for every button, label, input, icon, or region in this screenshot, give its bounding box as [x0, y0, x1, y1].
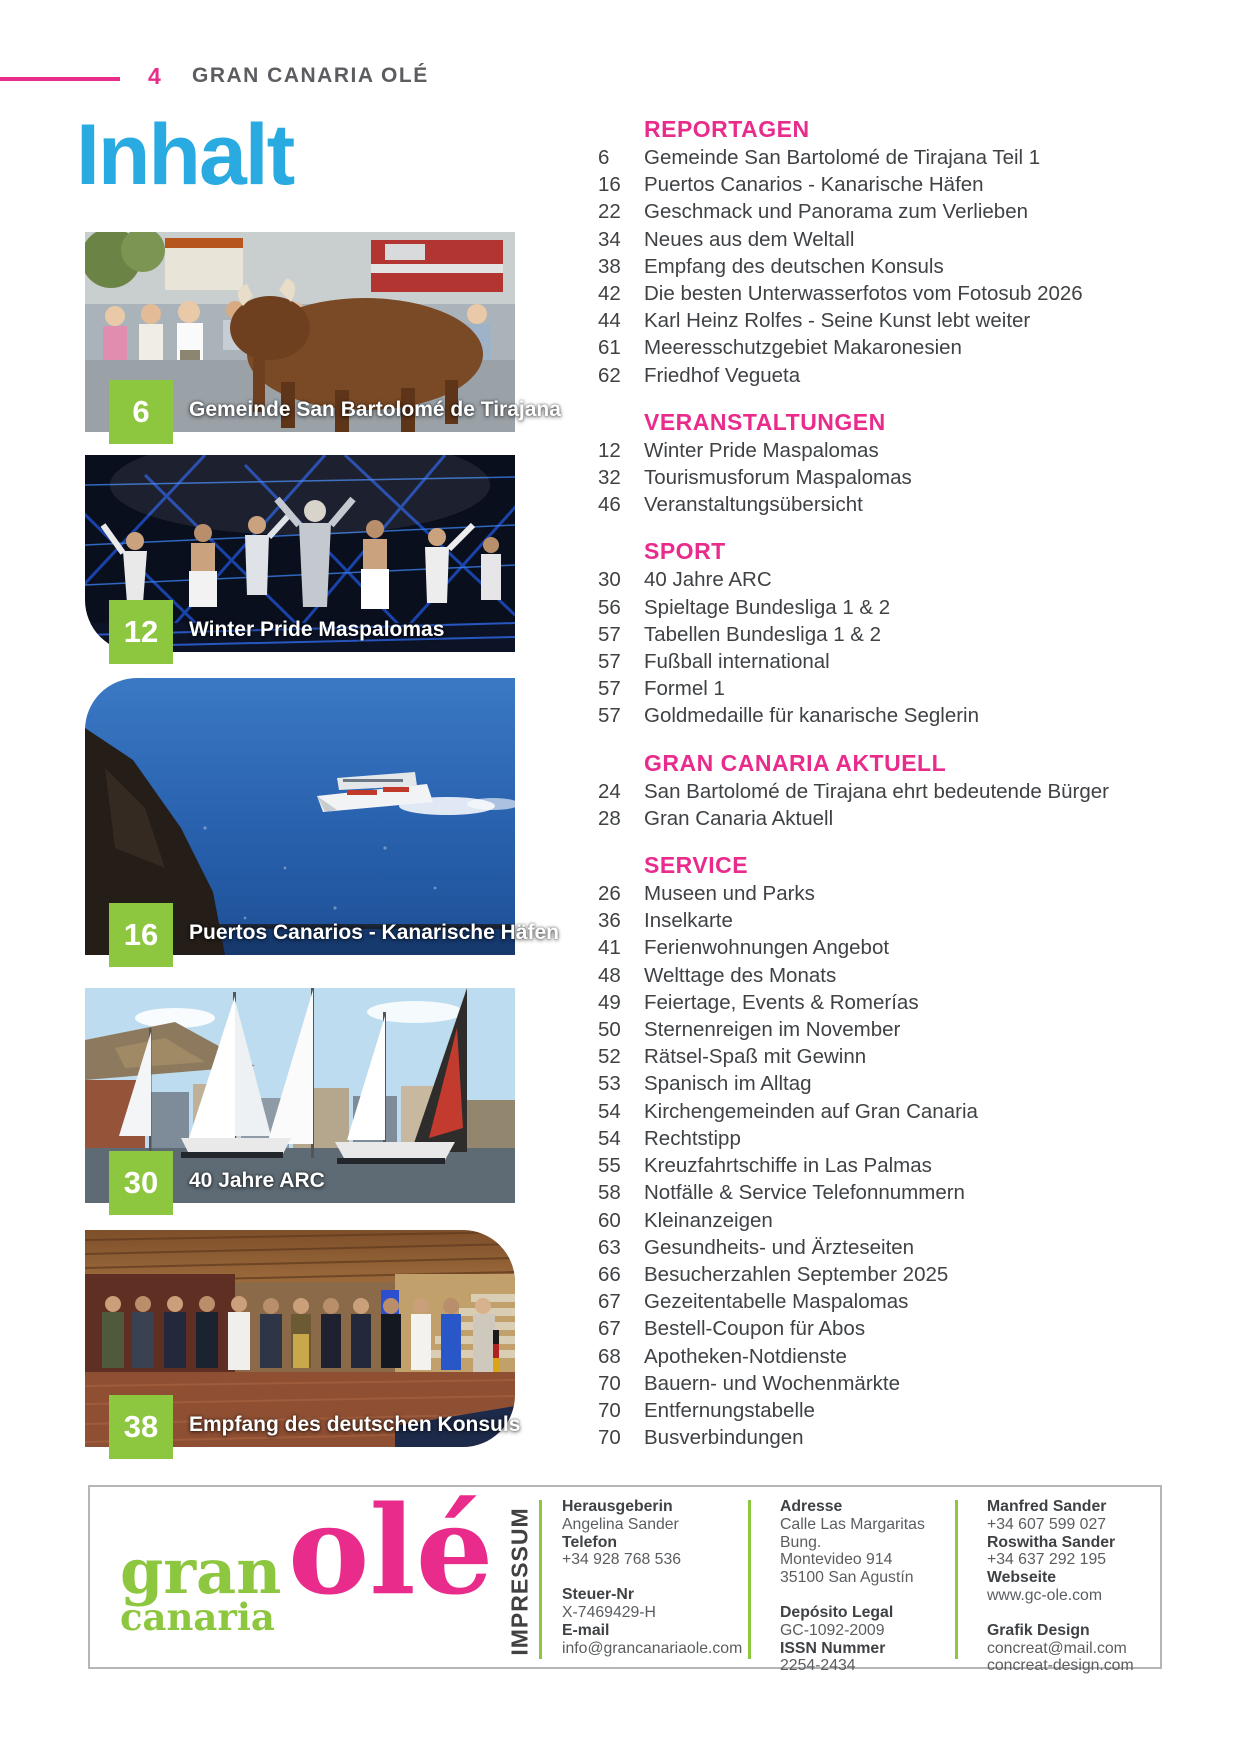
- toc-entry[interactable]: [598, 989, 1178, 1016]
- toc-entry-page-number: 50: [598, 1018, 621, 1042]
- section-heading: SERVICE: [644, 852, 749, 879]
- toc-entry-title: 40 Jahre ARC: [644, 568, 772, 592]
- toc-entry-page-number: 12: [598, 438, 621, 462]
- toc-entry[interactable]: [598, 1315, 1178, 1342]
- toc-entry-title: Kleinanzeigen: [644, 1208, 773, 1232]
- toc-entry-page-number: 54: [598, 1126, 621, 1150]
- toc-entry-page-number: 6: [598, 146, 610, 169]
- toc-entry[interactable]: [598, 253, 1178, 280]
- impressum-column-address: [780, 1498, 950, 1675]
- impressum-field-value: www.gc-ole.com: [987, 1586, 1102, 1604]
- toc-entry[interactable]: [598, 1070, 1178, 1097]
- impressum-field-value: concreat@mail.com: [987, 1639, 1127, 1657]
- toc-entry[interactable]: [598, 1234, 1178, 1261]
- toc-entry-page-number: 66: [598, 1262, 621, 1286]
- toc-entry-title: Neues aus dem Weltall: [644, 227, 855, 251]
- toc-entry-page-number: 53: [598, 1072, 621, 1096]
- toc-entry-page-number: 56: [598, 595, 621, 619]
- impressum-divider: [955, 1500, 958, 1659]
- toc-entry[interactable]: [598, 171, 1178, 198]
- toc-entry-title: Busverbindungen: [644, 1426, 804, 1450]
- impressum-field-label: Telefon: [562, 1533, 617, 1551]
- toc-entry-page-number: 34: [598, 227, 621, 251]
- toc-entry-title: Goldmedaille für kanarische Seglerin: [644, 704, 980, 728]
- photo-sailboats-arc[interactable]: [85, 988, 515, 1203]
- photo-caption: Puertos Canarios - Kanarische Häfen: [189, 921, 559, 944]
- toc-entry[interactable]: [598, 334, 1178, 361]
- toc-entry-title: Puertos Canarios - Kanarische Häfen: [644, 173, 984, 197]
- toc-entry-page-number: 22: [598, 200, 621, 224]
- toc-entry-title: Karl Heinz Rolfes - Seine Kunst lebt weiter: [644, 309, 1031, 333]
- impressum-field-label: Adresse: [780, 1498, 843, 1515]
- toc-entry-page-number: 48: [598, 963, 621, 987]
- section-heading: REPORTAGEN: [644, 116, 810, 142]
- logo-word-canaria: canaria: [120, 1595, 275, 1639]
- toc-entry-page-number: 41: [598, 936, 621, 960]
- toc-entry[interactable]: [598, 1370, 1178, 1397]
- impressum-field-label: E-mail: [562, 1621, 610, 1639]
- impressum-column-contacts: [987, 1498, 1157, 1675]
- toc-entry-title: Winter Pride Maspalomas: [644, 438, 879, 462]
- toc-entry[interactable]: [598, 1152, 1178, 1179]
- impressum-field-label: Roswitha Sander: [987, 1533, 1116, 1551]
- table-of-contents: [598, 114, 1178, 1451]
- toc-entry-title: Bestell-Coupon für Abos: [644, 1317, 866, 1341]
- toc-entry[interactable]: [598, 464, 1178, 491]
- toc-entry-title: Rätsel-Spaß mit Gewinn: [644, 1045, 867, 1069]
- toc-entry[interactable]: [598, 1288, 1178, 1315]
- toc-entry-title: Kirchengemeinden auf Gran Canaria: [644, 1099, 978, 1123]
- toc-entry[interactable]: [598, 1125, 1178, 1152]
- toc-entry[interactable]: [598, 1424, 1178, 1451]
- toc-entry-title: Friedhof Vegueta: [644, 363, 801, 387]
- toc-entry[interactable]: [598, 491, 1178, 518]
- toc-entry-title: Formel 1: [644, 677, 725, 701]
- toc-entry-page-number: 57: [598, 622, 621, 646]
- toc-entry-title: Gesundheits- und Ärzteseiten: [644, 1235, 915, 1259]
- photo-page-badge: 16: [109, 903, 173, 967]
- toc-entry[interactable]: [598, 778, 1178, 805]
- impressum-field-value: Angelina Sander: [562, 1515, 679, 1533]
- impressum-field-value: 35100 San Agustín: [780, 1569, 914, 1587]
- toc-entry-page-number: 68: [598, 1344, 621, 1368]
- toc-entry[interactable]: [598, 1043, 1178, 1070]
- toc-entry-title: Entfernungstabelle: [644, 1398, 815, 1422]
- toc-entry-page-number: 70: [598, 1371, 621, 1395]
- toc-entry-page-number: 36: [598, 909, 621, 933]
- toc-entry[interactable]: [598, 880, 1178, 907]
- toc-entry-page-number: 28: [598, 806, 621, 830]
- toc-entry-title: Apotheken-Notdienste: [644, 1344, 847, 1368]
- impressum-field-value: +34 607 599 027: [987, 1515, 1107, 1533]
- impressum-field-label: Depósito Legal: [780, 1603, 894, 1621]
- toc-entry[interactable]: [598, 934, 1178, 961]
- toc-entry[interactable]: [598, 280, 1178, 307]
- toc-entry-page-number: 61: [598, 336, 621, 360]
- toc-entry-title: Rechtstipp: [644, 1126, 741, 1150]
- toc-entry-page-number: 44: [598, 309, 621, 333]
- photo-caption: Gemeinde San Bartolomé de Tirajana: [189, 398, 561, 421]
- photo-page-badge: 12: [109, 600, 173, 664]
- toc-entry-page-number: 57: [598, 677, 621, 701]
- section-heading: GRAN CANARIA AKTUELL: [644, 749, 947, 776]
- toc-entry-page-number: 57: [598, 650, 621, 674]
- impressum-field-value: concreat-design.com: [987, 1657, 1134, 1675]
- toc-entry-title: Welttage des Monats: [644, 963, 837, 987]
- impressum-spacer: [780, 1587, 950, 1604]
- toc-entry[interactable]: [598, 702, 1178, 729]
- impressum-label: IMPRESSUM: [506, 1507, 533, 1656]
- toc-entry[interactable]: [598, 1261, 1178, 1288]
- toc-entry-page-number: 62: [598, 363, 621, 387]
- impressum-field-value: +34 637 292 195: [987, 1551, 1107, 1569]
- toc-entry-title: Museen und Parks: [644, 882, 815, 906]
- logo-word-ole: olé: [288, 1478, 494, 1622]
- toc-entry-page-number: 26: [598, 882, 621, 906]
- impressum-field-label: Manfred Sander: [987, 1498, 1107, 1515]
- header-accent-rule: [0, 77, 120, 81]
- toc-entry[interactable]: [598, 594, 1178, 621]
- impressum-field-value: 2254-2434: [780, 1657, 856, 1675]
- toc-entry-page-number: 70: [598, 1426, 621, 1450]
- toc-entry-title: Spanisch im Alltag: [644, 1072, 812, 1096]
- photo-winter-pride[interactable]: [85, 455, 515, 652]
- toc-entry[interactable]: [598, 566, 1178, 593]
- impressum-column-publisher: [562, 1498, 742, 1657]
- toc-entry-title: Kreuzfahrtschiffe in Las Palmas: [644, 1154, 932, 1178]
- toc-entry-page-number: 30: [598, 568, 621, 592]
- toc-entry-title: Fußball international: [644, 650, 830, 674]
- impressum-box: [88, 1478, 1162, 1675]
- page-title: Inhalt: [76, 107, 294, 203]
- toc-entry-title: Feiertage, Events & Romerías: [644, 990, 919, 1014]
- toc-entry[interactable]: [598, 805, 1178, 832]
- impressum-spacer: [987, 1605, 1157, 1622]
- page-number: 4: [148, 63, 161, 89]
- photo-caption: 40 Jahre ARC: [189, 1169, 325, 1192]
- toc-entry-page-number: 52: [598, 1045, 621, 1069]
- logo-word-gran: gran: [120, 1535, 282, 1608]
- magazine-logo: [110, 1478, 530, 1653]
- toc-entry[interactable]: [598, 1343, 1178, 1370]
- toc-entry[interactable]: [598, 1098, 1178, 1125]
- toc-entry-page-number: 32: [598, 466, 621, 490]
- toc-entry-page-number: 57: [598, 704, 621, 728]
- toc-entry[interactable]: [598, 1397, 1178, 1424]
- section-heading: SPORT: [644, 538, 726, 565]
- toc-entry-title: Empfang des deutschen Konsuls: [644, 254, 944, 278]
- toc-entry-page-number: 70: [598, 1398, 621, 1422]
- toc-entry-title: Ferienwohnungen Angebot: [644, 936, 890, 960]
- toc-entry-title: Die besten Unterwasserfotos vom Fotosub 2026: [644, 282, 1083, 306]
- toc-entry-title: Gran Canaria Aktuell: [644, 806, 834, 830]
- toc-entry-page-number: 54: [598, 1099, 621, 1123]
- impressum-field-value: X-7469429-H: [562, 1603, 656, 1621]
- toc-entry-page-number: 67: [598, 1290, 621, 1314]
- impressum-field-value: GC-1092-2009: [780, 1621, 885, 1639]
- impressum-field-value: Calle Las Margaritas Bung.: [780, 1515, 925, 1551]
- photo-ferry[interactable]: [85, 678, 559, 955]
- impressum-field-value: info@grancanariaole.com: [562, 1639, 743, 1657]
- toc-entry-title: Gezeitentabelle Maspalomas: [644, 1290, 909, 1314]
- toc-entry-title: Inselkarte: [644, 909, 733, 933]
- toc-entry-page-number: 60: [598, 1208, 621, 1232]
- toc-entry-page-number: 49: [598, 990, 621, 1014]
- toc-entry-page-number: 42: [598, 282, 621, 306]
- toc-entry[interactable]: [598, 362, 1178, 389]
- impressum-field-label: Steuer-Nr: [562, 1586, 634, 1604]
- toc-entry[interactable]: [598, 648, 1178, 675]
- toc-entry[interactable]: [598, 226, 1178, 253]
- toc-entry[interactable]: [598, 1207, 1178, 1234]
- toc-entry-title: Gemeinde San Bartolomé de Tirajana Teil 1: [644, 146, 1041, 169]
- photo-consul-reception[interactable]: [85, 1230, 521, 1447]
- toc-entry-page-number: 63: [598, 1235, 621, 1259]
- impressum-field-value: Montevideo 914: [780, 1551, 893, 1569]
- toc-entry[interactable]: [598, 144, 1178, 171]
- magazine-brand: GRAN CANARIA OLÉ: [192, 64, 429, 87]
- photo-caption: Empfang des deutschen Konsuls: [189, 1413, 521, 1436]
- toc-entry[interactable]: [598, 198, 1178, 225]
- toc-entry-title: Spieltage Bundesliga 1 & 2: [644, 595, 891, 619]
- toc-entry[interactable]: [598, 437, 1178, 464]
- impressum-field-label: Webseite: [987, 1569, 1057, 1587]
- toc-entry-title: Tabellen Bundesliga 1 & 2: [644, 622, 882, 646]
- toc-entry[interactable]: [598, 675, 1178, 702]
- toc-entry-title: Besucherzahlen September 2025: [644, 1262, 949, 1286]
- toc-entry-page-number: 67: [598, 1317, 621, 1341]
- toc-entry[interactable]: [598, 307, 1178, 334]
- impressum-field-label: Herausgeberin: [562, 1498, 673, 1515]
- toc-entry-page-number: 38: [598, 254, 621, 278]
- impressum-divider: [539, 1500, 542, 1659]
- toc-entry-page-number: 55: [598, 1154, 621, 1178]
- photo-page-badge: 6: [109, 380, 173, 444]
- toc-entry-page-number: 16: [598, 173, 621, 197]
- toc-entry-page-number: 24: [598, 779, 621, 803]
- toc-entry-title: San Bartolomé de Tirajana ehrt bedeutende Bürger: [644, 779, 1109, 803]
- toc-entry[interactable]: [598, 1179, 1178, 1206]
- impressum-divider: [748, 1500, 751, 1659]
- toc-entry-title: Bauern- und Wochenmärkte: [644, 1371, 901, 1395]
- toc-entry[interactable]: [598, 907, 1178, 934]
- impressum-field-label: Grafik Design: [987, 1621, 1090, 1639]
- section-heading: VERANSTALTUNGEN: [644, 408, 886, 435]
- photo-caption: Winter Pride Maspalomas: [189, 618, 445, 641]
- toc-entry[interactable]: [598, 621, 1178, 648]
- photo-page-badge: 38: [109, 1395, 173, 1459]
- toc-entry-title: Meeresschutzgebiet Makaronesien: [644, 336, 962, 360]
- impressum-spacer: [562, 1569, 742, 1586]
- impressum-field-label: ISSN Nummer: [780, 1639, 886, 1657]
- impressum-field-value: +34 928 768 536: [562, 1551, 682, 1569]
- photo-page-badge: 30: [109, 1151, 173, 1215]
- toc-entry-title: Veranstaltungsübersicht: [644, 493, 863, 517]
- toc-entry[interactable]: [598, 962, 1178, 989]
- toc-entry-title: Notfälle & Service Telefonnummern: [644, 1181, 965, 1205]
- photo-bull-festival[interactable]: [85, 232, 561, 432]
- toc-entry[interactable]: [598, 1016, 1178, 1043]
- toc-entry-page-number: 58: [598, 1181, 621, 1205]
- toc-entry-page-number: 46: [598, 493, 621, 517]
- toc-entry-title: Geschmack und Panorama zum Verlieben: [644, 200, 1029, 224]
- toc-entry-title: Tourismusforum Maspalomas: [644, 466, 912, 490]
- toc-entry-title: Sternenreigen im November: [644, 1018, 901, 1042]
